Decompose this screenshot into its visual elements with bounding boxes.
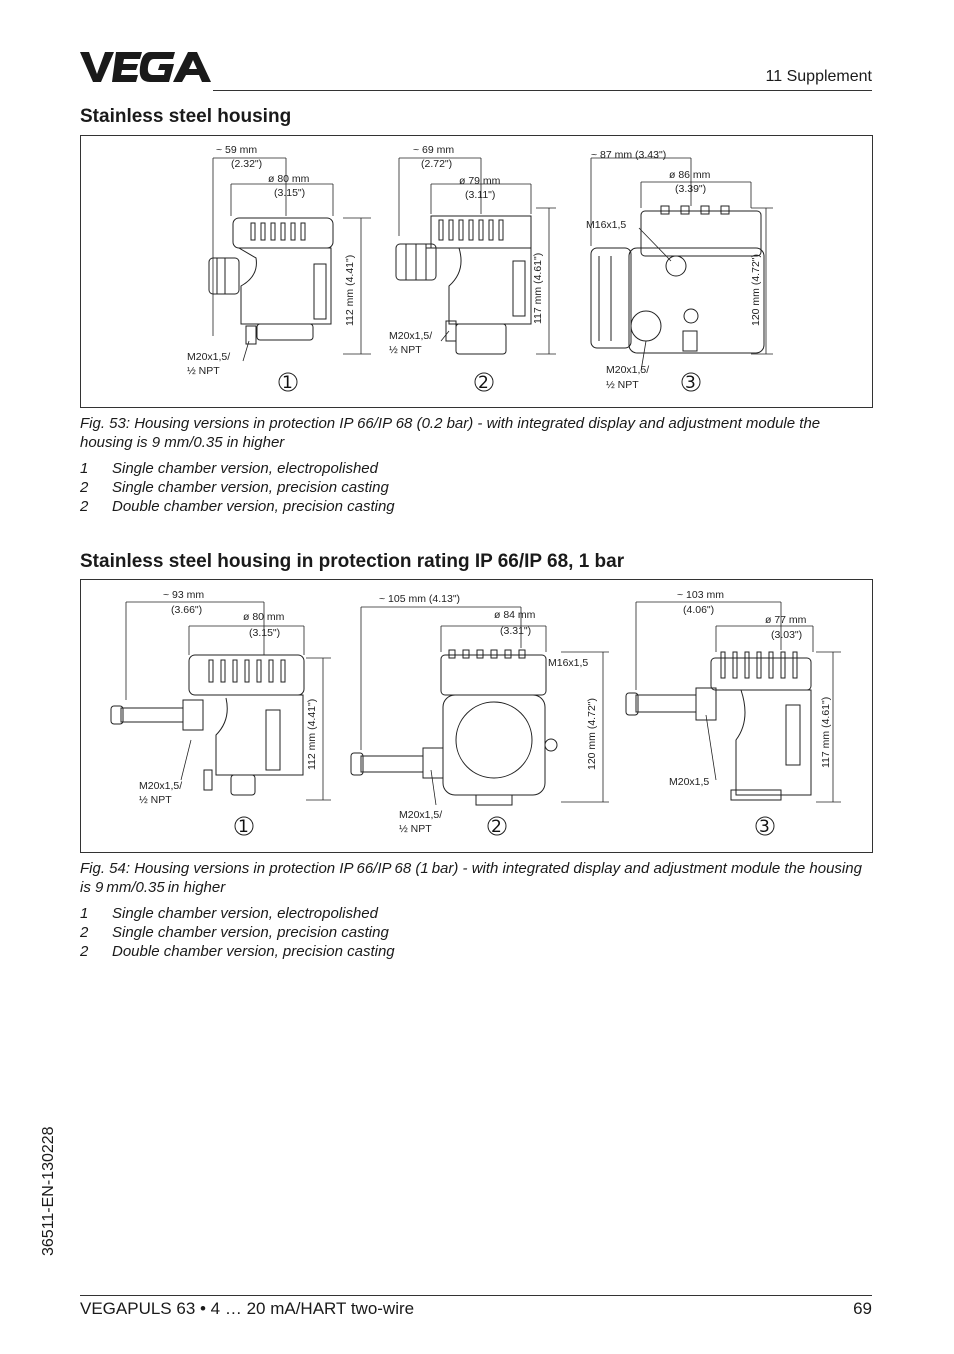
dim-label: ø 77 mm — [765, 614, 807, 626]
figure-54-caption: Fig. 54: Housing versions in protection IP 66/IP 68 (1 bar) - with integrated display and adjustment module the housing is 9 mm/0.35 in higher — [80, 860, 862, 896]
legend-number: 2 — [80, 943, 89, 960]
section-title-ip68-1bar: Stainless steel housing in protection rating IP 66/IP 68, 1 bar — [80, 551, 625, 572]
dim-label: ø 80 mm — [268, 173, 310, 185]
figure-53 — [80, 135, 873, 408]
page-number: 69 — [853, 1299, 872, 1318]
legend-text: Double chamber version, precision casting — [112, 943, 395, 960]
footer-product: VEGAPULS 63 • 4 … 20 mA/HART two-wire — [80, 1299, 415, 1318]
figure-53-legend — [80, 459, 395, 516]
dim-label: M20x1,5/ — [399, 809, 443, 821]
dim-label: ~ 103 mm — [677, 589, 724, 601]
dim-label: (2.72") — [421, 158, 453, 170]
dim-label: 120 mm (4.72") — [586, 697, 598, 770]
document-number: 36511-EN-130228 — [40, 1126, 57, 1256]
marker-1: 1 — [282, 373, 293, 393]
legend-text: Single chamber version, precision casting — [112, 924, 389, 941]
housing-1-drawing — [111, 655, 304, 795]
dim-label: ø 80 mm — [243, 611, 285, 623]
dim-label: (3.15") — [274, 187, 306, 199]
figure-53-caption: Fig. 53: Housing versions in protection IP 66/IP 68 (0.2 bar) - with integrated display and adjustment module the housing is 9 mm/0.35 in higher — [80, 415, 821, 451]
figure-53-drawing — [81, 136, 872, 407]
dim-label: 117 mm (4.61") — [532, 252, 544, 324]
legend-text: Single chamber version, electropolished — [112, 460, 378, 477]
dim-label: (2.32") — [231, 158, 263, 170]
dim-label: 120 mm (4.72") — [750, 253, 762, 326]
dim-label: (4.06") — [683, 604, 715, 616]
dim-label: 112 mm (4.41") — [306, 698, 318, 770]
dim-label: M20x1,5/ — [606, 364, 650, 376]
dim-label: 117 mm (4.61") — [820, 696, 832, 768]
dim-label: ½ NPT — [389, 344, 422, 356]
dim-label: ~ 105 mm (4.13") — [379, 593, 461, 605]
dim-label: ø 79 mm — [459, 175, 501, 187]
dim-label: ~ 69 mm — [413, 144, 455, 156]
legend-item — [80, 478, 395, 497]
marker-3: 3 — [759, 817, 770, 837]
dim-label: ø 84 mm — [494, 609, 536, 621]
marker-1: 1 — [238, 817, 249, 837]
dim-label: M16x1,5 — [548, 657, 589, 669]
legend-number: 2 — [80, 924, 89, 941]
section-label: 11 Supplement — [765, 68, 872, 85]
legend-number: 1 — [80, 905, 89, 922]
section-title-stainless-steel-housing: Stainless steel housing — [80, 106, 292, 127]
header-rule — [213, 90, 872, 91]
dim-label: ½ NPT — [399, 823, 432, 835]
dim-label: M20x1,5/ — [187, 351, 231, 363]
dim-label: (3.11") — [465, 189, 496, 201]
legend-text: Double chamber version, precision casting — [112, 498, 395, 515]
legend-number: 1 — [80, 460, 89, 477]
dim-label: ~ 59 mm — [216, 144, 258, 156]
dim-label: (3.39") — [675, 183, 707, 195]
dim-label: ~ 87 mm (3.43") — [591, 149, 667, 161]
dim-label: 112 mm (4.41") — [344, 254, 356, 326]
dim-label: ½ NPT — [187, 365, 220, 377]
marker-2: 2 — [491, 817, 502, 837]
marker-2: 2 — [478, 373, 489, 393]
housing-2-drawing — [351, 650, 557, 805]
dim-label: M20x1,5/ — [389, 330, 433, 342]
dim-label: ø 86 mm — [669, 169, 711, 181]
figure-54 — [80, 579, 873, 853]
housing-1-drawing — [209, 218, 333, 344]
figure-54-legend — [80, 904, 395, 961]
legend-item — [80, 942, 395, 961]
vega-logo — [80, 50, 212, 84]
legend-number: 2 — [80, 498, 89, 515]
legend-item — [80, 497, 395, 516]
dim-label: ½ NPT — [139, 794, 172, 806]
legend-text: Single chamber version, precision casting — [112, 479, 389, 496]
dim-label: (3.15") — [249, 627, 281, 639]
figure-54-drawing — [81, 580, 872, 852]
dim-label: M20x1,5/ — [139, 780, 183, 792]
dim-label: M20x1,5 — [669, 776, 710, 788]
legend-item — [80, 459, 395, 478]
dim-label: (3.66") — [171, 604, 203, 616]
footer-rule — [80, 1295, 872, 1296]
dim-label: (3.31") — [500, 625, 532, 637]
legend-text: Single chamber version, electropolished — [112, 905, 378, 922]
dim-label: ½ NPT — [606, 379, 639, 391]
dim-label: (3.03") — [771, 629, 803, 641]
marker-3: 3 — [685, 373, 696, 393]
legend-number: 2 — [80, 479, 89, 496]
dim-label: M16x1,5 — [586, 219, 627, 231]
legend-item — [80, 904, 395, 923]
housing-3-drawing — [626, 652, 811, 800]
legend-item — [80, 923, 395, 942]
dim-label: ~ 93 mm — [163, 589, 205, 601]
